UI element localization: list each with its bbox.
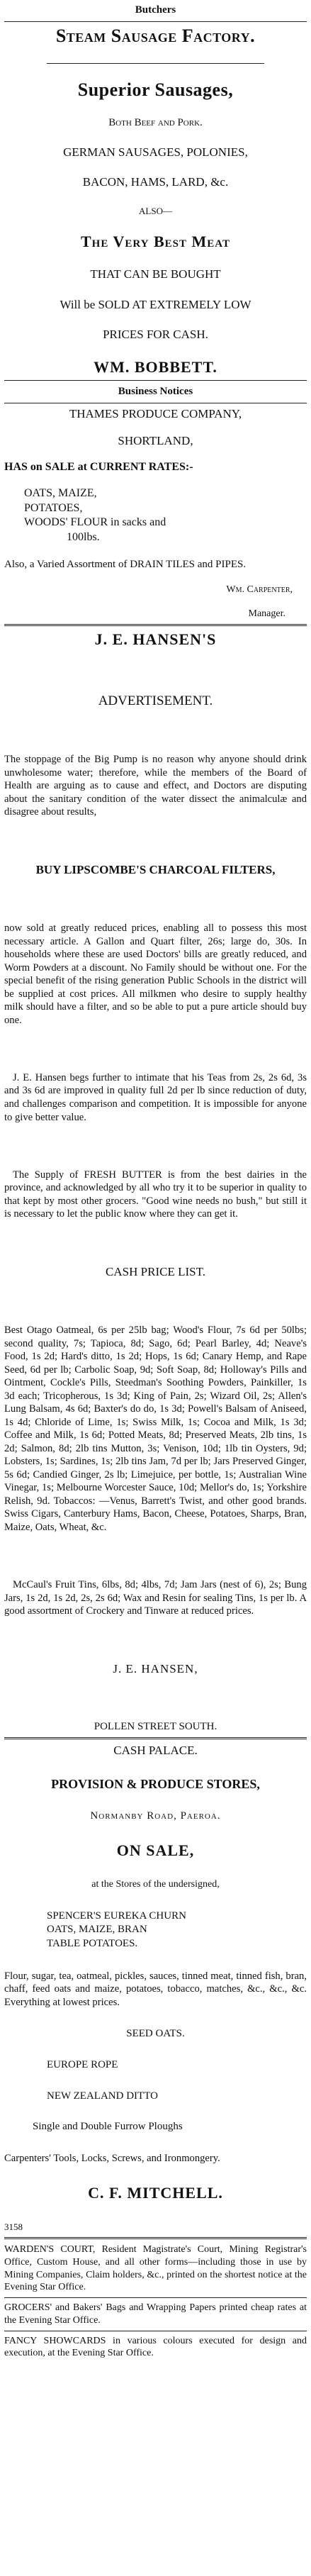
list-item: OATS, MAIZE, BRAN: [47, 1924, 147, 1936]
divider: [4, 1737, 307, 1739]
section-heading-business-notices: Business Notices: [118, 386, 193, 397]
ad-title: THAMES PRODUCE COMPANY,: [69, 407, 242, 420]
divider: [4, 21, 307, 22]
ad-signature: Wm. Carpenter,: [226, 584, 293, 595]
paragraph: J. E. Hansen begs further to intimate that his Teas from 2s, 2s 6d, 3s and 3s 6d are improved in quality full 2d per lb since reduction of duty, and challenges comparison and competition. It is impossible for anyone to give better value.: [4, 1071, 307, 1123]
ad-slogan: The Very Best Meat: [81, 233, 230, 251]
ad-line: BACON, HAMS, LARD, &c.: [82, 175, 229, 189]
ad-address: POLLEN STREET SOUTH.: [94, 1720, 217, 1732]
ad-line: Also, a Varied Assortment of DRAIN TILES and PIPES.: [4, 559, 247, 570]
ad-line: Single and Double Furrow Ploughs: [33, 2121, 183, 2133]
ad-subheading: SHORTLAND,: [118, 433, 193, 447]
item-list: [4, 1909, 307, 1951]
cash-palace-advertisement: [4, 1744, 307, 2233]
price-list: Best Otago Oatmeal, 6s per 25lb bag; Wood's Flour, 7s 6d per 50lbs; second quality, 7s; Tapioca, 8d; Sago, 6d; Pearl Barley, 4d; Neave's Food, 1s 2d; Hard's ditto, 1s 2d; Hops, 1s 6d; Canary Hemp, and Rape Seed, 6d per lb; Carbolic Soap, 9d; Soft Soap, 8d; Holloway's Pills and Ointment, Cockle's Pills, Steedman's Soothing Powders, Painkiller, 1s 3d each; Tricopherous, 1s 3d; King of Pain, 2s; Wizard Oil, 2s; Allen's Lung Balsam, 4s 6d; Baxter's do do, 1s 3d; Powell's Balsam of Aniseed, 1s 4d; Chloride of Lime, 1s; Swiss Milk, 1s; Cocoa and Milk, 1s 3d; Coffee and Milk, 1s 6d; Potted Meats, 8d; Preserved Meats, 2lb tins, 1s 2d; Salmon, 8d; 2lb tins Mutton, 3s; Venison, 10d; 1lb tin Oysters, 9d; Lobsters, 1s; Sardines, 1s; 2lb tins Jam, 7d per lb; Jars Preserved Ginger, 5s 6d; Candied Ginger, 2s lb; Limejuice, per bottle, 1s; Australian Wine Vinegar, 1s; Melbourne Worcester Sauce, 10d; Mellor's do, 1s; Yorkshire Relish, 9d. Tobaccos: —Venus, Barrett's Twist, and other good brands. Swiss Cigars, Canterbury Hams, Bacon, Cheese, Potatoes, Sharps, Bran, Maize, Oats, Wheat, &c.: [4, 1325, 307, 1533]
ad-signature: J. E. HANSEN,: [113, 1662, 198, 1676]
ad-headline: Superior Sausages,: [77, 79, 234, 101]
list-item: WOODS' FLOUR in sacks and: [24, 516, 166, 529]
paragraph: now sold at greatly reduced prices, enabling all to possess this most necessary article. A Gallon and Quart filter, 26s; large do, 30s. In households where these are used Doctors' bills are greatly reduced, and Worm Powders at a discount. No Family should be without one. For the special benefit of the rising generation Public Schools in the district will be supplied at cost prices. All milkmen who desire to supply healthy milk should have a filter, and so be able to put a pure article should buy one.: [4, 922, 307, 1026]
divider: [4, 380, 307, 381]
ad-line: PRICES FOR CASH.: [103, 328, 208, 342]
grocers-bags-notice: GROCERS' and Bakers' Bags and Wrapping Papers printed cheap rates at the Evening Star Office.: [4, 2302, 307, 2326]
divider: [4, 624, 307, 626]
ad-subheading: PROVISION & PRODUCE STORES,: [51, 1776, 260, 1791]
list-item: TABLE POTATOES.: [47, 1937, 138, 1949]
ad-heading: BUY LIPSCOMBE'S CHARCOAL FILTERS,: [35, 863, 276, 877]
ad-line: THAT CAN BE BOUGHT: [90, 267, 221, 281]
paragraph: McCaul's Fruit Tins, 6lbs, 8d; 4lbs, 7d; Jam Jars (nest of 6), 2s; Bung Jars, 1s 2d, 1s 2d, 2s, 2s 6d; Wax and Resin for sealing Tins, 1s per lb. A good assortment of Crockery and Tinware at reduced prices.: [4, 1579, 307, 1617]
ad-heading: ON SALE,: [116, 1841, 195, 1860]
thames-produce-advertisement: [4, 407, 307, 620]
list-item: POTATOES,: [24, 501, 83, 514]
ad-line: at the Stores of the undersigned,: [91, 1878, 220, 1890]
ad-signature: WM. BOBBETT.: [94, 357, 217, 376]
showcards-notice: FANCY SHOWCARDS in various colours executed for design and execution, at the Evening Star Office.: [4, 2335, 307, 2359]
ad-line: Will be SOLD AT EXTREMELY LOW: [60, 297, 251, 311]
divider: [47, 63, 264, 64]
ad-also: ALSO—: [139, 205, 172, 216]
list-item: OATS, MAIZE,: [24, 486, 97, 499]
ad-title: Steam Sausage Factory.: [55, 26, 256, 46]
list-item: 100lbs.: [67, 531, 100, 544]
ad-address: Normanby Road, Paeroa.: [90, 1810, 221, 1822]
ad-line: SEED OATS.: [126, 2028, 185, 2040]
divider: [4, 2237, 307, 2239]
divider: [4, 2297, 307, 2298]
page-bottom-spacer: [4, 2360, 307, 2573]
list-item: SPENCER'S EUREKA CHURN: [47, 1909, 186, 1922]
paragraph: The stoppage of the Big Pump is no reason why anyone should drink unwholesome water; therefore, while the members of the Board of Health are arguing as to cause and effect, and Doctors are disputing about the sanitary condition of the water dissect the animalculæ and disagree about results,: [4, 754, 307, 818]
ad-heading: CASH PRICE LIST.: [106, 1265, 205, 1279]
ad-subheading: ADVERTISEMENT.: [98, 693, 213, 708]
item-list: [4, 486, 307, 545]
ad-signature: C. F. MITCHELL.: [88, 2184, 223, 2202]
section-heading-butchers: Butchers: [135, 4, 176, 16]
hansen-advertisement: [4, 630, 307, 1733]
ad-line: HAS on SALE at CURRENT RATES:-: [4, 460, 193, 473]
ad-number: 3158: [4, 2221, 23, 2232]
butchers-advertisement: [4, 26, 307, 377]
ad-title: CASH PALACE.: [113, 1744, 198, 1757]
paragraph: The Supply of FRESH BUTTER is from the best dairies in the province, and acknowledged by all who try it to be superior in quality to that kept by most other grocers. "Good wine needs no bush," but still it is necessary to let the public know where they can get it.: [4, 1169, 307, 1220]
ad-line: NEW ZEALAND DITTO: [47, 2090, 158, 2102]
paragraph: Flour, sugar, tea, oatmeal, pickles, sauces, tinned meat, tinned fish, bran, chaff, feed oats and maize, potatoes, tobacco, matches, &c., &c., &c. Everything at lowest prices.: [4, 1970, 307, 2008]
ad-title: J. E. HANSEN'S: [94, 630, 217, 648]
ad-line: GERMAN SAUSAGES, POLONIES,: [63, 145, 248, 159]
ad-subheading: Both Beef and Pork.: [108, 116, 203, 128]
ad-line: Carpenters' Tools, Locks, Screws, and Ironmongery.: [4, 2153, 220, 2164]
ad-line: EUROPE ROPE: [47, 2058, 118, 2070]
ad-signature-title: Manager.: [248, 608, 285, 619]
wardens-court-notice: WARDEN'S COURT, Resident Magistrate's Court, Mining Registrar's Office, Custom House, and all other forms—including those in use by Mining Companies, Claim holders, &c., printed on the shortest notice at the Evening Star Office.: [4, 2244, 307, 2293]
